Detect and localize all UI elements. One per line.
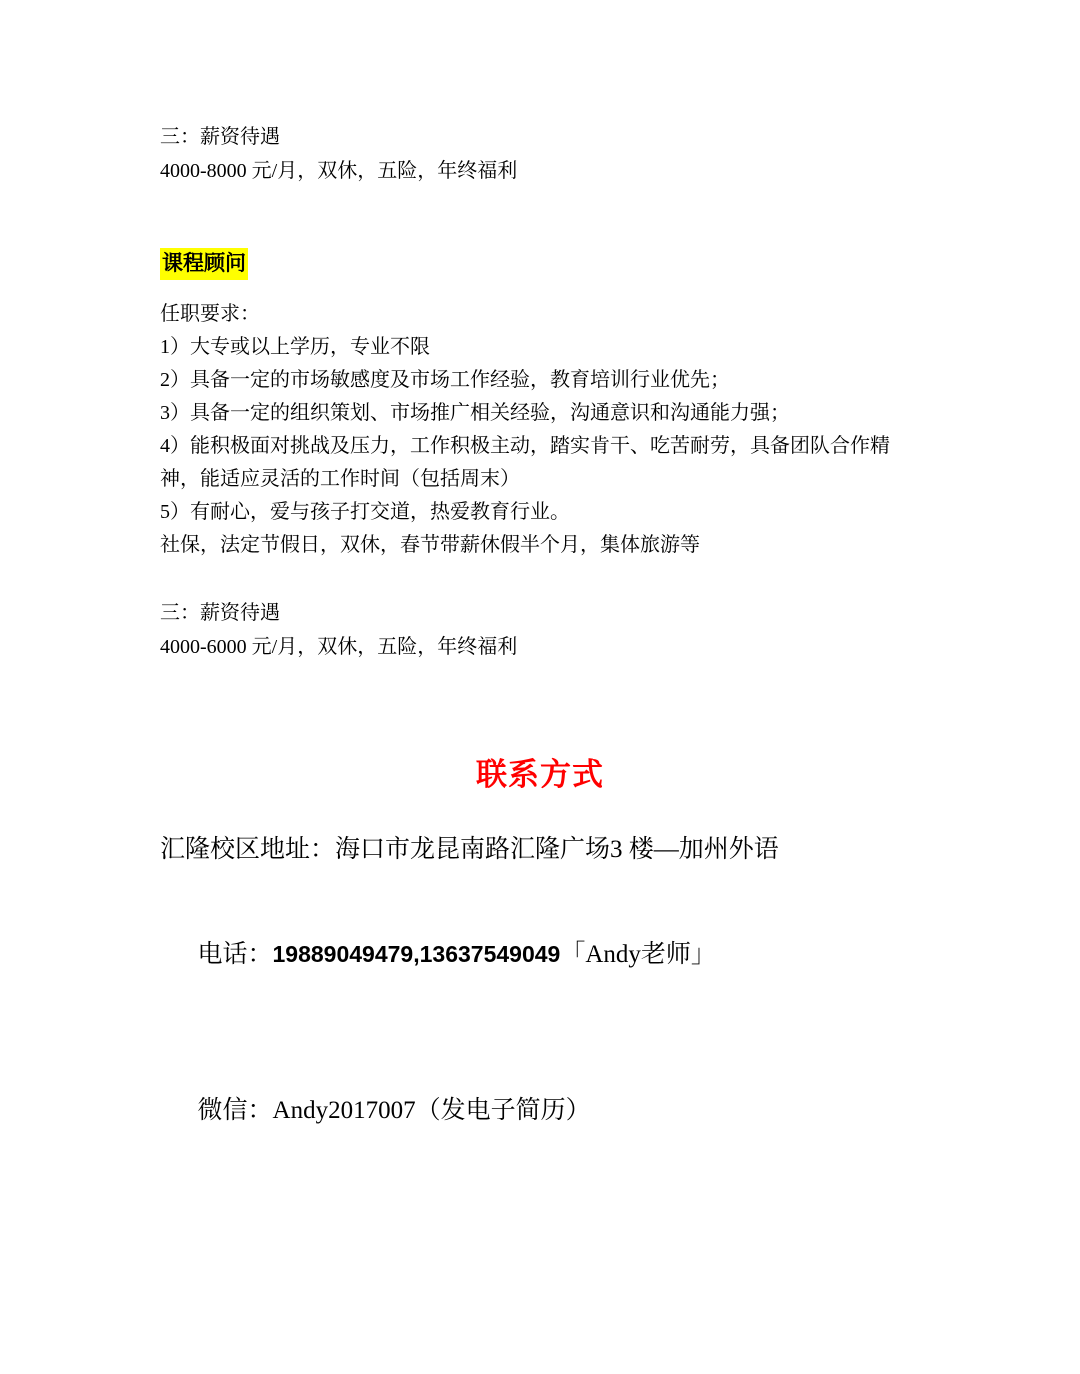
requirement-item: 3）具备一定的组织策划、市场推广相关经验，沟通意识和沟通能力强； bbox=[160, 402, 790, 424]
spacer bbox=[160, 188, 920, 248]
contact-phone-label: 电话： bbox=[197, 941, 273, 968]
job-salary-heading: 三：薪资待遇 bbox=[160, 602, 280, 624]
contact-wechat-label: 微信： bbox=[197, 1097, 273, 1124]
spacer bbox=[160, 664, 920, 754]
requirement-item: 5）有耐心，爱与孩子打交道，热爱教育行业。 bbox=[160, 501, 570, 523]
job-salary-block bbox=[160, 596, 920, 664]
contact-section bbox=[160, 754, 920, 1189]
requirement-item: 4）能积极面对挑战及压力，工作积极主动，踏实肯干、吃苦耐劳，具备团队合作精神，能适应灵活的工作时间（包括周末） bbox=[160, 435, 890, 490]
top-salary-heading: 三：薪资待遇 bbox=[160, 126, 280, 148]
contact-phone bbox=[160, 876, 920, 1033]
spacer bbox=[160, 280, 920, 298]
requirement-item: 1）大专或以上学历，专业不限 bbox=[160, 336, 430, 358]
job-requirements-block bbox=[160, 298, 920, 562]
contact-title: 联系方式 bbox=[476, 757, 604, 792]
top-salary-value: 4000-8000 元/月，双休，五险，年终福利 bbox=[160, 160, 518, 182]
spacer bbox=[160, 562, 920, 596]
requirements-label: 任职要求： bbox=[160, 303, 260, 325]
contact-address: 汇隆校区地址：海口市龙昆南路汇隆广场3 楼—加州外语 bbox=[160, 836, 779, 863]
requirement-item: 2）具备一定的市场敏感度及市场工作经验，教育培训行业优先； bbox=[160, 369, 730, 391]
job-benefits: 社保，法定节假日，双休，春节带薪休假半个月，集体旅游等 bbox=[160, 534, 700, 556]
contact-wechat bbox=[160, 1033, 920, 1189]
contact-wechat-id: Andy2017007 bbox=[272, 1097, 416, 1124]
job-title: 课程顾问 bbox=[160, 248, 248, 280]
job-title-wrapper bbox=[160, 248, 920, 280]
job-salary-value: 4000-6000 元/月，双休，五险，年终福利 bbox=[160, 636, 518, 658]
job-section bbox=[160, 248, 920, 664]
spacer bbox=[160, 796, 920, 824]
contact-phone-suffix: 「Andy老师」 bbox=[560, 941, 716, 968]
contact-wechat-note: （发电子简历） bbox=[415, 1097, 591, 1124]
top-salary-section bbox=[160, 120, 920, 188]
contact-phone-numbers: 19889049479,13637549049 bbox=[272, 941, 561, 967]
